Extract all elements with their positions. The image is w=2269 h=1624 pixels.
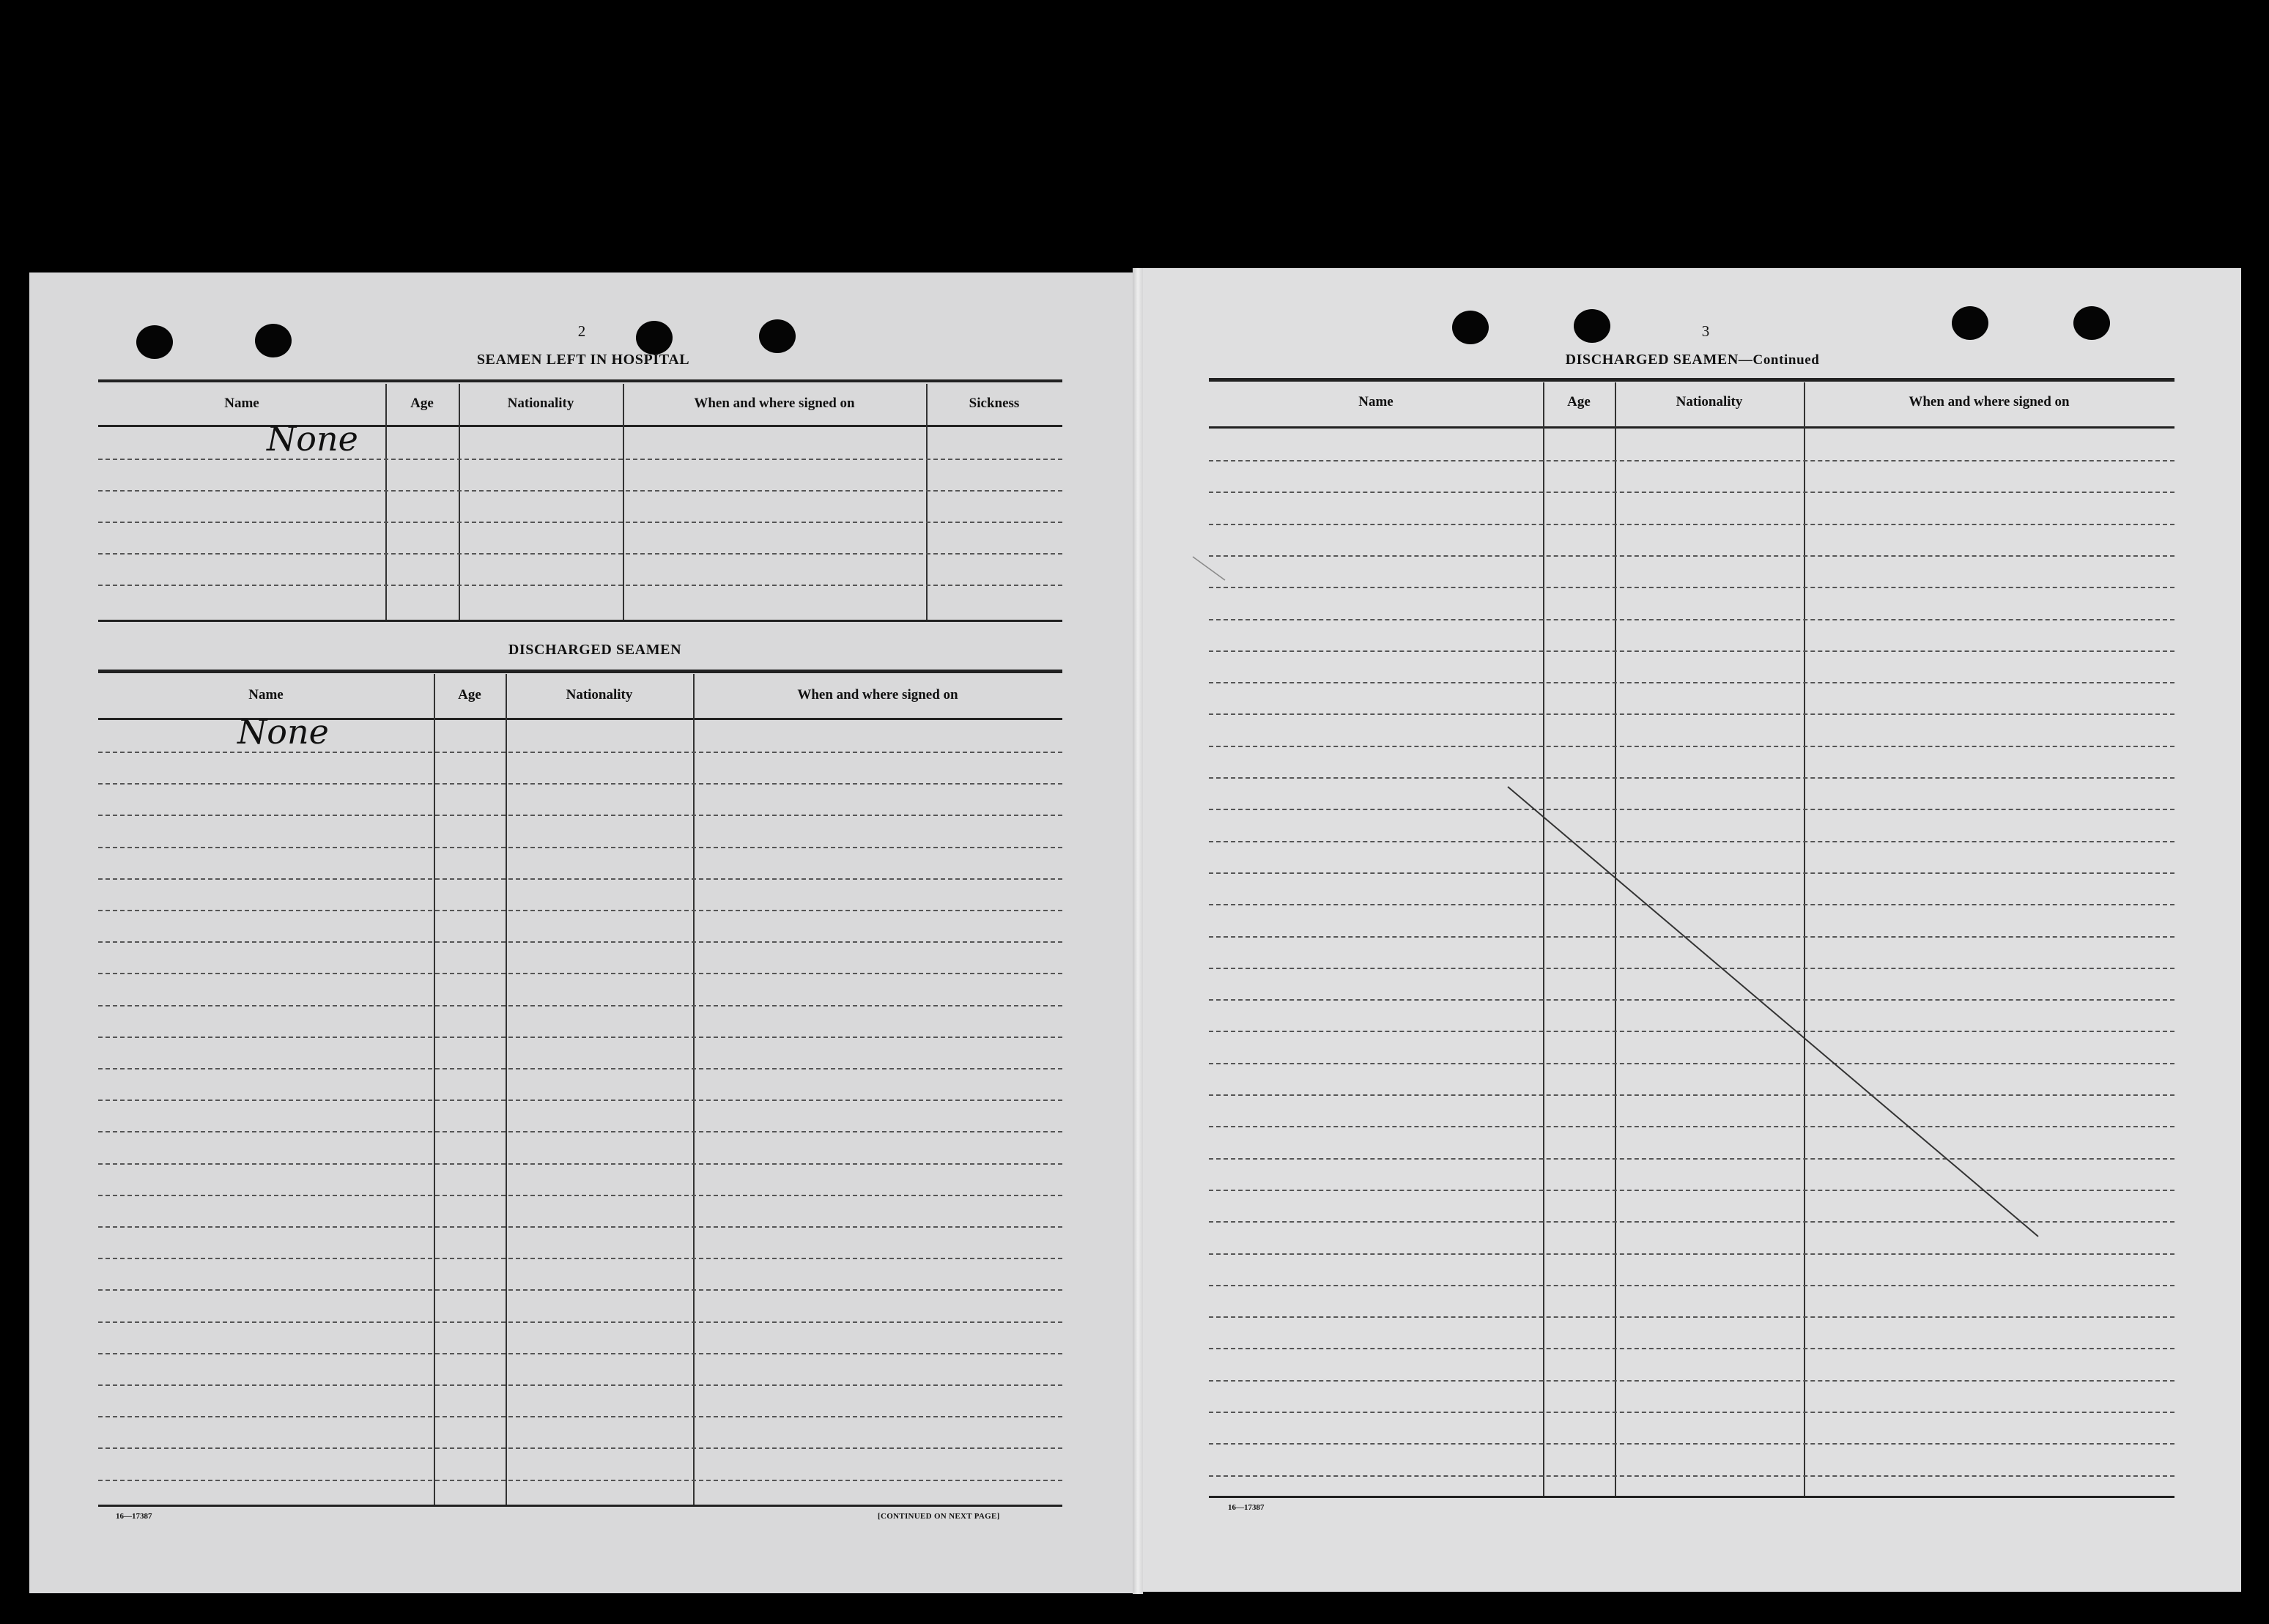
column-header-age: Age [458, 687, 481, 702]
continued-note: [CONTINUED ON NEXT PAGE] [878, 1512, 1000, 1521]
page-number: 3 [1701, 322, 1710, 340]
column-header-nationality: Nationality [1676, 394, 1743, 409]
discharged-section-title: DISCHARGED SEAMEN [508, 642, 682, 658]
form-number: 16—17387 [116, 1512, 152, 1521]
page-number: 2 [577, 322, 586, 340]
column-header-sickness: Sickness [969, 396, 1020, 411]
column-header-nationality: Nationality [566, 687, 633, 702]
handwritten-entry: None [237, 712, 329, 752]
column-header-age: Age [410, 396, 434, 411]
column-header-age: Age [1567, 394, 1591, 409]
column-header-signed-on: When and where signed on [797, 687, 958, 702]
form-number: 16—17387 [1228, 1503, 1265, 1512]
handwritten-entry: None [267, 419, 358, 459]
hospital-section-title: SEAMEN LEFT IN HOSPITAL [476, 352, 690, 368]
column-header-name: Name [224, 396, 259, 411]
column-header-name: Name [248, 687, 284, 702]
column-header-name: Name [1358, 394, 1393, 409]
column-header-signed-on: When and where signed on [1909, 394, 2070, 409]
column-header-nationality: Nationality [507, 396, 574, 411]
title-main: DISCHARGED SEAMEN [1565, 352, 1739, 368]
column-header-signed-on: When and where signed on [694, 396, 855, 411]
title-suffix: —Continued [1738, 352, 1820, 368]
